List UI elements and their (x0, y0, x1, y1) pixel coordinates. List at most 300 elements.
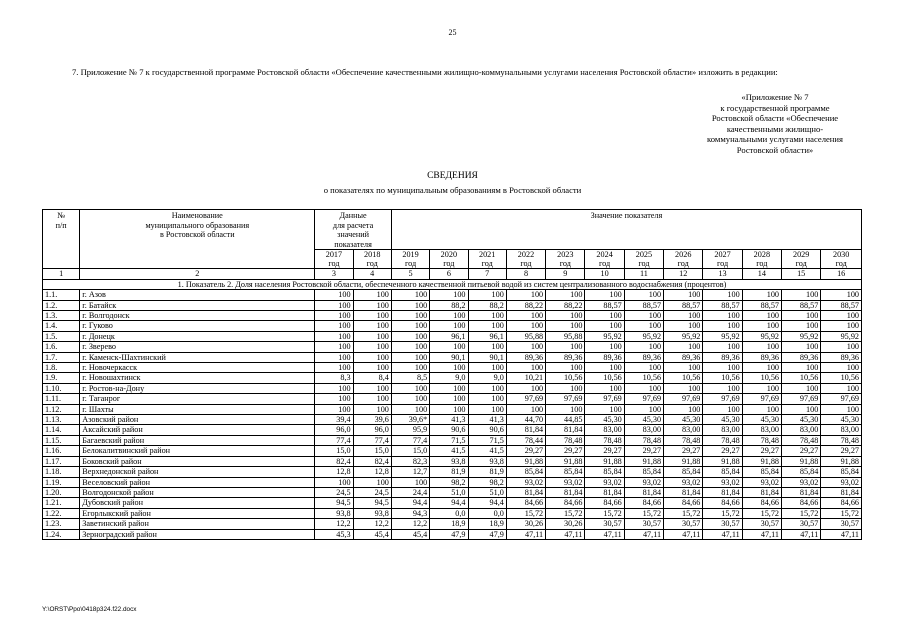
value-cell: 100 (742, 342, 781, 352)
value-cell: 39,6* (391, 415, 429, 425)
value-cell: 29,27 (585, 446, 624, 456)
value-cell: 78,48 (624, 435, 663, 445)
table-row (43, 529, 862, 539)
value-cell: 10,56 (703, 373, 742, 383)
header-name: Наименование муниципального образования в Ростовской области (80, 210, 315, 269)
value-cell: 95,92 (585, 331, 624, 341)
value-cell: 100 (585, 290, 624, 300)
value-cell: 47,11 (821, 529, 862, 539)
year-header: 2025 год (624, 250, 663, 269)
value-cell: 84,66 (821, 498, 862, 508)
value-cell: 12,2 (353, 519, 391, 529)
value-cell: 100 (391, 321, 429, 331)
value-cell: 100 (546, 290, 585, 300)
municipality-name: г. Новочеркасск (80, 363, 315, 373)
value-cell: 100 (353, 383, 391, 393)
column-number: 2 (80, 269, 315, 279)
value-cell: 15,0 (315, 446, 353, 456)
value-cell: 39,6 (353, 415, 391, 425)
value-cell: 100 (585, 321, 624, 331)
value-cell: 82,4 (353, 456, 391, 466)
table-row (43, 487, 862, 497)
value-cell: 15,0 (391, 446, 429, 456)
value-cell: 100 (430, 321, 468, 331)
value-cell: 100 (430, 383, 468, 393)
value-cell: 100 (703, 311, 742, 321)
value-cell: 100 (468, 321, 506, 331)
value-cell: 93,02 (664, 477, 703, 487)
row-number: 1.7. (43, 352, 80, 362)
municipality-name: г. Зверево (80, 342, 315, 352)
value-cell: 100 (546, 321, 585, 331)
column-number: 13 (703, 269, 742, 279)
value-cell: 88,57 (585, 300, 624, 310)
document-subtitle: о показателях по муниципальным образованиям в Ростовской области (323, 185, 582, 195)
value-cell: 78,48 (546, 435, 585, 445)
section-row (43, 279, 862, 289)
value-cell: 100 (585, 383, 624, 393)
year-suffix: год (835, 259, 847, 269)
value-cell: 100 (353, 321, 391, 331)
table-row (43, 404, 862, 414)
value-cell: 88,57 (624, 300, 663, 310)
value-cell: 100 (506, 363, 545, 373)
row-number: 1.10. (43, 383, 80, 393)
year-header: 2024 год (585, 250, 624, 269)
value-cell: 100 (468, 311, 506, 321)
column-number: 3 (315, 269, 353, 279)
row-number: 1.3. (43, 311, 80, 321)
year-header: 2029 год (782, 250, 821, 269)
value-cell: 100 (742, 404, 781, 414)
value-cell: 95,92 (782, 331, 821, 341)
year-suffix: год (677, 259, 689, 269)
value-cell: 44,70 (506, 415, 545, 425)
year-suffix: год (756, 259, 768, 269)
value-cell: 100 (315, 290, 353, 300)
value-cell: 85,84 (546, 467, 585, 477)
value-cell: 100 (468, 383, 506, 393)
value-cell: 100 (506, 290, 545, 300)
value-cell: 83,00 (821, 425, 862, 435)
municipality-name: г. Шахты (80, 404, 315, 414)
value-cell: 77,4 (391, 435, 429, 445)
municipality-name: г. Таганрог (80, 394, 315, 404)
value-cell: 0,0 (430, 508, 468, 518)
value-cell: 47,11 (664, 529, 703, 539)
value-cell: 100 (546, 363, 585, 373)
value-cell: 91,88 (664, 456, 703, 466)
value-cell: 100 (391, 394, 429, 404)
column-number: 1 (43, 269, 80, 279)
column-number: 8 (506, 269, 545, 279)
value-cell: 100 (391, 331, 429, 341)
value-cell: 29,27 (506, 446, 545, 456)
value-cell: 30,26 (546, 519, 585, 529)
value-cell: 15,72 (546, 508, 585, 518)
value-cell: 10,56 (624, 373, 663, 383)
value-cell: 100 (782, 290, 821, 300)
value-cell: 100 (353, 311, 391, 321)
row-number: 1.2. (43, 300, 80, 310)
year-suffix: год (328, 259, 340, 269)
municipality-name: Багаевский район (80, 435, 315, 445)
table-row (43, 498, 862, 508)
value-cell: 9,0 (468, 373, 506, 383)
value-cell: 47,11 (546, 529, 585, 539)
value-cell: 100 (506, 311, 545, 321)
value-cell: 100 (703, 383, 742, 393)
municipality-name: Белокалитвинский район (80, 446, 315, 456)
value-cell: 100 (506, 383, 545, 393)
table-row (43, 394, 862, 404)
year-header: 2030 год (821, 250, 862, 269)
value-cell: 100 (664, 290, 703, 300)
value-cell: 94,4 (468, 498, 506, 508)
value-cell: 29,27 (546, 446, 585, 456)
value-cell: 93,8 (430, 456, 468, 466)
value-cell: 96,1 (430, 331, 468, 341)
row-number: 1.5. (43, 331, 80, 341)
value-cell: 12,2 (391, 519, 429, 529)
value-cell: 100 (703, 342, 742, 352)
value-cell: 97,69 (624, 394, 663, 404)
table-row (43, 331, 862, 341)
value-cell: 51,0 (430, 487, 468, 497)
value-cell: 100 (585, 363, 624, 373)
value-cell: 100 (821, 342, 862, 352)
municipality-name: г. Ростов-на-Дону (80, 383, 315, 393)
value-cell: 100 (315, 300, 353, 310)
value-cell: 90,1 (468, 352, 506, 362)
value-cell: 85,84 (703, 467, 742, 477)
value-cell: 97,69 (742, 394, 781, 404)
value-cell: 100 (546, 311, 585, 321)
column-number: 9 (546, 269, 585, 279)
value-cell: 90,6 (430, 425, 468, 435)
value-cell: 85,84 (742, 467, 781, 477)
value-cell: 45,30 (703, 415, 742, 425)
value-cell: 93,02 (742, 477, 781, 487)
value-cell: 100 (506, 342, 545, 352)
value-cell: 100 (664, 321, 703, 331)
year-suffix: год (795, 259, 807, 269)
value-cell: 84,66 (782, 498, 821, 508)
value-cell: 83,00 (742, 425, 781, 435)
value-cell: 45,3 (315, 529, 353, 539)
year-header: 2020 год (430, 250, 468, 269)
value-cell: 100 (664, 342, 703, 352)
document-title: СВЕДЕНИЯ (427, 171, 478, 181)
value-cell: 30,57 (585, 519, 624, 529)
value-cell: 91,88 (703, 456, 742, 466)
value-cell: 89,36 (821, 352, 862, 362)
municipality-name: Веселовский район (80, 477, 315, 487)
value-cell: 88,2 (430, 300, 468, 310)
value-cell: 89,36 (546, 352, 585, 362)
value-cell: 100 (315, 363, 353, 373)
value-cell: 85,84 (782, 467, 821, 477)
municipality-name: Зерноградский район (80, 529, 315, 539)
value-cell: 93,8 (353, 508, 391, 518)
value-cell: 15,0 (353, 446, 391, 456)
column-number: 7 (468, 269, 506, 279)
value-cell: 100 (742, 383, 781, 393)
value-cell: 91,88 (506, 456, 545, 466)
municipality-name: г. Новошахтинск (80, 373, 315, 383)
value-cell: 95,92 (703, 331, 742, 341)
value-cell: 100 (742, 290, 781, 300)
value-cell: 78,48 (821, 435, 862, 445)
value-cell: 71,5 (468, 435, 506, 445)
year-suffix: год (638, 259, 650, 269)
value-cell: 9,0 (430, 373, 468, 383)
header-indicator-value: Значение показателя (391, 210, 861, 250)
value-cell: 100 (703, 321, 742, 331)
value-cell: 47,9 (430, 529, 468, 539)
value-cell: 29,27 (821, 446, 862, 456)
value-cell: 100 (430, 342, 468, 352)
value-cell: 100 (703, 290, 742, 300)
value-cell: 81,84 (506, 487, 545, 497)
table-row (43, 383, 862, 393)
value-cell: 100 (782, 363, 821, 373)
value-cell: 100 (782, 321, 821, 331)
value-cell: 100 (664, 363, 703, 373)
value-cell: 12,2 (315, 519, 353, 529)
section-title: 1. Показатель 2. Доля населения Ростовской области, обеспеченного качественной питьевой водой из систем централизованного водоснабжения (процентов) (43, 279, 862, 289)
value-cell: 78,48 (585, 435, 624, 445)
year-header: 2017 год (315, 250, 353, 269)
appendix-line: качественными жилищно- (726, 123, 824, 134)
municipality-name: г. Азов (80, 290, 315, 300)
value-cell: 89,36 (624, 352, 663, 362)
value-cell: 100 (391, 311, 429, 321)
value-cell: 0,0 (468, 508, 506, 518)
year-header: 2027 год (703, 250, 742, 269)
value-cell: 93,02 (703, 477, 742, 487)
municipality-name: Аксайский район (80, 425, 315, 435)
table-row (43, 446, 862, 456)
value-cell: 94,5 (353, 498, 391, 508)
value-cell: 81,84 (821, 487, 862, 497)
municipality-name: Дубовский район (80, 498, 315, 508)
value-cell: 10,56 (782, 373, 821, 383)
value-cell: 88,22 (506, 300, 545, 310)
value-cell: 88,22 (546, 300, 585, 310)
value-cell: 10,56 (821, 373, 862, 383)
value-cell: 8,5 (391, 373, 429, 383)
column-number: 15 (782, 269, 821, 279)
value-cell: 100 (315, 404, 353, 414)
value-cell: 41,5 (468, 446, 506, 456)
value-cell: 100 (782, 342, 821, 352)
value-cell: 15,72 (506, 508, 545, 518)
value-cell: 44,85 (546, 415, 585, 425)
value-cell: 90,1 (430, 352, 468, 362)
value-cell: 8,4 (353, 373, 391, 383)
table-row (43, 290, 862, 300)
table-row (43, 415, 862, 425)
row-number: 1.6. (43, 342, 80, 352)
value-cell: 100 (782, 311, 821, 321)
municipality-name: Азовский район (80, 415, 315, 425)
value-cell: 100 (391, 342, 429, 352)
value-cell: 84,66 (506, 498, 545, 508)
value-cell: 81,84 (742, 487, 781, 497)
column-number: 11 (624, 269, 663, 279)
value-cell: 30,26 (506, 519, 545, 529)
value-cell: 39,4 (315, 415, 353, 425)
value-cell: 97,69 (585, 394, 624, 404)
value-cell: 96,1 (468, 331, 506, 341)
value-cell: 100 (742, 321, 781, 331)
column-number: 5 (391, 269, 429, 279)
value-cell: 84,66 (624, 498, 663, 508)
value-cell: 91,88 (624, 456, 663, 466)
value-cell: 100 (821, 321, 862, 331)
municipality-name: Волгодонской район (80, 487, 315, 497)
value-cell: 100 (468, 363, 506, 373)
table-row (43, 311, 862, 321)
file-path-footer: Y:\ORST\Ppo\0418p324.f22.docx (42, 606, 137, 613)
appendix-line: к государственной программе (720, 102, 830, 113)
value-cell: 94,4 (430, 498, 468, 508)
value-cell: 81,9 (430, 467, 468, 477)
value-cell: 97,69 (821, 394, 862, 404)
value-cell: 100 (506, 321, 545, 331)
value-cell: 41,3 (468, 415, 506, 425)
value-cell: 83,00 (664, 425, 703, 435)
value-cell: 15,72 (703, 508, 742, 518)
value-cell: 100 (585, 342, 624, 352)
value-cell: 45,30 (782, 415, 821, 425)
column-number-row (43, 269, 862, 279)
value-cell: 88,57 (664, 300, 703, 310)
table-row (43, 373, 862, 383)
value-cell: 100 (391, 404, 429, 414)
value-cell: 91,88 (585, 456, 624, 466)
year-suffix: год (599, 259, 611, 269)
value-cell: 24,5 (353, 487, 391, 497)
value-cell: 77,4 (315, 435, 353, 445)
value-cell: 94,3 (391, 508, 429, 518)
value-cell: 100 (546, 383, 585, 393)
value-cell: 93,8 (315, 508, 353, 518)
value-cell: 100 (353, 290, 391, 300)
value-cell: 100 (742, 311, 781, 321)
value-cell: 84,66 (546, 498, 585, 508)
value-cell: 85,84 (664, 467, 703, 477)
value-cell: 100 (353, 300, 391, 310)
value-cell: 84,66 (664, 498, 703, 508)
value-cell: 100 (821, 290, 862, 300)
value-cell: 100 (624, 321, 663, 331)
value-cell: 85,84 (585, 467, 624, 477)
value-cell: 89,36 (742, 352, 781, 362)
table-row (43, 363, 862, 373)
value-cell: 41,5 (430, 446, 468, 456)
column-number: 4 (353, 269, 391, 279)
value-cell: 100 (821, 311, 862, 321)
value-cell: 78,44 (506, 435, 545, 445)
value-cell: 95,88 (546, 331, 585, 341)
value-cell: 100 (315, 477, 353, 487)
row-number: 1.22. (43, 508, 80, 518)
appendix-line: Ростовской области» (736, 144, 814, 155)
value-cell: 83,00 (782, 425, 821, 435)
value-cell: 95,92 (742, 331, 781, 341)
row-number: 1.4. (43, 321, 80, 331)
value-cell: 83,00 (703, 425, 742, 435)
value-cell: 30,57 (821, 519, 862, 529)
value-cell: 98,2 (430, 477, 468, 487)
value-cell: 100 (624, 404, 663, 414)
column-number: 10 (585, 269, 624, 279)
value-cell: 45,30 (664, 415, 703, 425)
page-number: 25 (448, 28, 457, 37)
value-cell: 78,48 (664, 435, 703, 445)
value-cell: 100 (391, 477, 429, 487)
value-cell: 29,27 (624, 446, 663, 456)
value-cell: 15,72 (782, 508, 821, 518)
table-row (43, 519, 862, 529)
value-cell: 100 (353, 477, 391, 487)
value-cell: 95,9 (391, 425, 429, 435)
column-number: 6 (430, 269, 468, 279)
value-cell: 83,00 (585, 425, 624, 435)
value-cell: 89,36 (664, 352, 703, 362)
value-cell: 100 (742, 363, 781, 373)
value-cell: 81,84 (664, 487, 703, 497)
value-cell: 41,3 (430, 415, 468, 425)
value-cell: 47,11 (506, 529, 545, 539)
value-cell: 100 (391, 300, 429, 310)
value-cell: 12,7 (391, 467, 429, 477)
row-number: 1.23. (43, 519, 80, 529)
value-cell: 47,11 (624, 529, 663, 539)
value-cell: 97,69 (506, 394, 545, 404)
year-header: 2026 год (664, 250, 703, 269)
value-cell: 18,9 (430, 519, 468, 529)
value-cell: 98,2 (468, 477, 506, 487)
value-cell: 91,88 (821, 456, 862, 466)
value-cell: 45,30 (585, 415, 624, 425)
value-cell: 93,02 (546, 477, 585, 487)
municipality-name: Боковский район (80, 456, 315, 466)
value-cell: 84,66 (585, 498, 624, 508)
municipality-name: г. Каменск-Шахтинский (80, 352, 315, 362)
row-number: 1.9. (43, 373, 80, 383)
value-cell: 29,27 (782, 446, 821, 456)
value-cell: 10,56 (585, 373, 624, 383)
value-cell: 45,30 (742, 415, 781, 425)
municipality-name: Егорлыкский район (80, 508, 315, 518)
value-cell: 97,69 (703, 394, 742, 404)
value-cell: 88,2 (468, 300, 506, 310)
table-row (43, 352, 862, 362)
value-cell: 15,72 (742, 508, 781, 518)
row-number: 1.11. (43, 394, 80, 404)
value-cell: 45,4 (353, 529, 391, 539)
row-number: 1.17. (43, 456, 80, 466)
value-cell: 45,30 (624, 415, 663, 425)
value-cell: 94,5 (315, 498, 353, 508)
value-cell: 81,84 (585, 487, 624, 497)
value-cell: 100 (353, 404, 391, 414)
table-row (43, 342, 862, 352)
value-cell: 88,57 (742, 300, 781, 310)
